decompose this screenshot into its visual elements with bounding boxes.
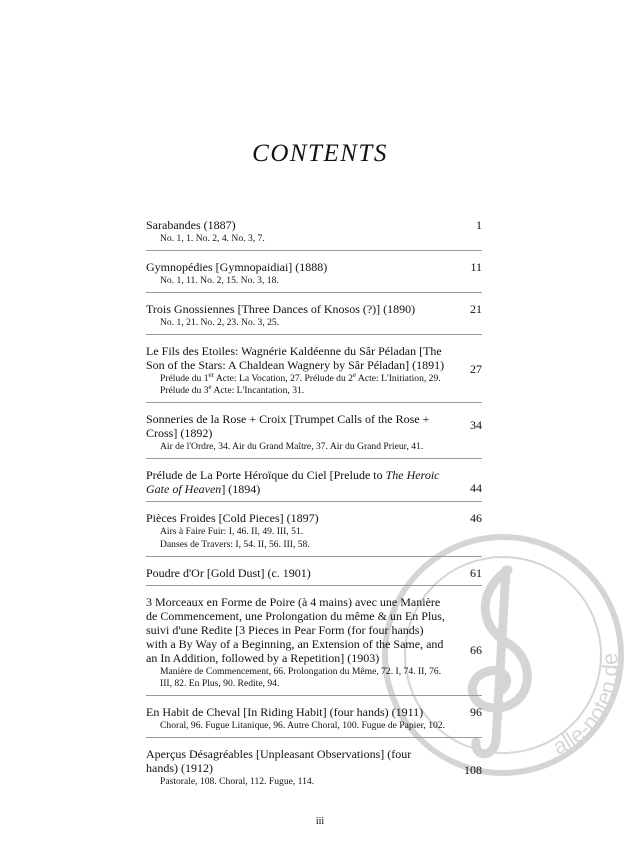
entry-subitems: Airs à Faire Fuir: I, 46. II, 49. III, 51. bbox=[160, 526, 304, 537]
entry-subitems: Prélude du 1er Acte: La Vocation, 27. Prélude du 2e Acte: L'Initiation, 29. Prélude du 3e Acte: L'Incantation, 31. bbox=[160, 370, 441, 396]
entry-page: 96 bbox=[470, 705, 482, 719]
entry-subitems: No. 1, 1. No. 2, 4. No. 3, 7. bbox=[160, 233, 265, 244]
entry-page: 66 bbox=[470, 643, 482, 657]
entry-title: Trois Gnossiennes [Three Dances of Knosos (?)] (1890) bbox=[146, 302, 416, 316]
table-of-contents bbox=[146, 218, 482, 802]
entry-title: Pièces Froides [Cold Pieces] (1897) bbox=[146, 511, 319, 525]
toc-entry-pieces-froides bbox=[146, 511, 482, 557]
entry-subitems: Air de l'Ordre, 34. Air du Grand Maître, 37. Air du Grand Prieur, 41. bbox=[160, 441, 424, 452]
toc-entry-sonneries bbox=[146, 412, 482, 459]
entry-page: 21 bbox=[470, 302, 482, 316]
entry-title: Le Fils des Etoiles: Wagnérie Kaldéenne du Sâr Péladan [The Son of the Stars: A Chaldean Wagnery by Sâr Péladan] (1891) bbox=[146, 344, 445, 372]
entry-title: Aperçus Désagréables [Unpleasant Observations] (four hands) (1912) bbox=[146, 747, 412, 775]
entry-page: 61 bbox=[470, 566, 482, 580]
toc-entry-prelude-porte-heroique bbox=[146, 468, 482, 502]
entry-subitems: No. 1, 21. No. 2, 23. No. 3, 25. bbox=[160, 317, 280, 328]
entry-title: Poudre d'Or [Gold Dust] (c. 1901) bbox=[146, 566, 311, 580]
entry-page: 1 bbox=[476, 218, 482, 232]
entry-subitems: Pastorale, 108. Choral, 112. Fugue, 114. bbox=[160, 776, 315, 787]
page-number: iii bbox=[315, 816, 325, 827]
entry-page: 46 bbox=[470, 511, 482, 525]
entry-title: Sarabandes (1887) bbox=[146, 218, 236, 232]
toc-entry-gnossiennes bbox=[146, 302, 482, 335]
toc-entry-morceaux-poire bbox=[146, 595, 482, 696]
entry-page: 34 bbox=[470, 418, 482, 432]
toc-entry-fils-des-etoiles bbox=[146, 344, 482, 403]
svg-text:alle-noten.de bbox=[542, 642, 628, 770]
entry-title: Sonneries de la Rose + Croix [Trumpet Calls of the Rose + Cross] (1892) bbox=[146, 412, 430, 440]
entry-page: 44 bbox=[470, 481, 482, 495]
toc-entry-gymnopedies bbox=[146, 260, 482, 293]
entry-subitems: Danses de Travers: I, 54. II, 56. III, 58. bbox=[160, 539, 310, 550]
page-title: CONTENTS bbox=[252, 140, 388, 167]
entry-subitems: No. 1, 11. No. 2, 15. No. 3, 18. bbox=[160, 275, 279, 286]
watermark-text: alle-noten.de bbox=[549, 651, 623, 760]
toc-entry-sarabandes bbox=[146, 218, 482, 251]
entry-title: 3 Morceaux en Forme de Poire (à 4 mains) avec une Manière de Commencement, une Prolongation du même & un En Plus, suivi d'une Redite [3 Pieces in Pear Form (for four hands) with a By Way of a Beginning, an Extension of the Same, and an In Addition, followed by a Repetition] (1903) bbox=[146, 595, 445, 665]
entry-page: 27 bbox=[470, 362, 482, 376]
entry-subitems: Manière de Commencement, 66. Prolongation du Même, 72. I, 74. II, 76. III, 82. En Plus, 90. Redite, 94. bbox=[160, 666, 442, 689]
entry-title: Gymnopédies [Gymnopaidiai] (1888) bbox=[146, 260, 328, 274]
toc-entry-habit-de-cheval bbox=[146, 705, 482, 738]
toc-entry-apercus bbox=[146, 747, 482, 793]
entry-subitems: Choral, 96. Fugue Litanique, 96. Autre Choral, 100. Fugue de Papier, 102. bbox=[160, 720, 445, 731]
entry-title: En Habit de Cheval [In Riding Habit] (four hands) (1911) bbox=[146, 705, 424, 719]
entry-page: 108 bbox=[464, 763, 482, 777]
entry-page: 11 bbox=[470, 260, 482, 274]
toc-entry-poudre-dor bbox=[146, 566, 482, 586]
entry-title: Prélude de La Porte Héroïque du Ciel [Prelude to The Heroic Gate of Heaven] (1894) bbox=[146, 468, 440, 496]
